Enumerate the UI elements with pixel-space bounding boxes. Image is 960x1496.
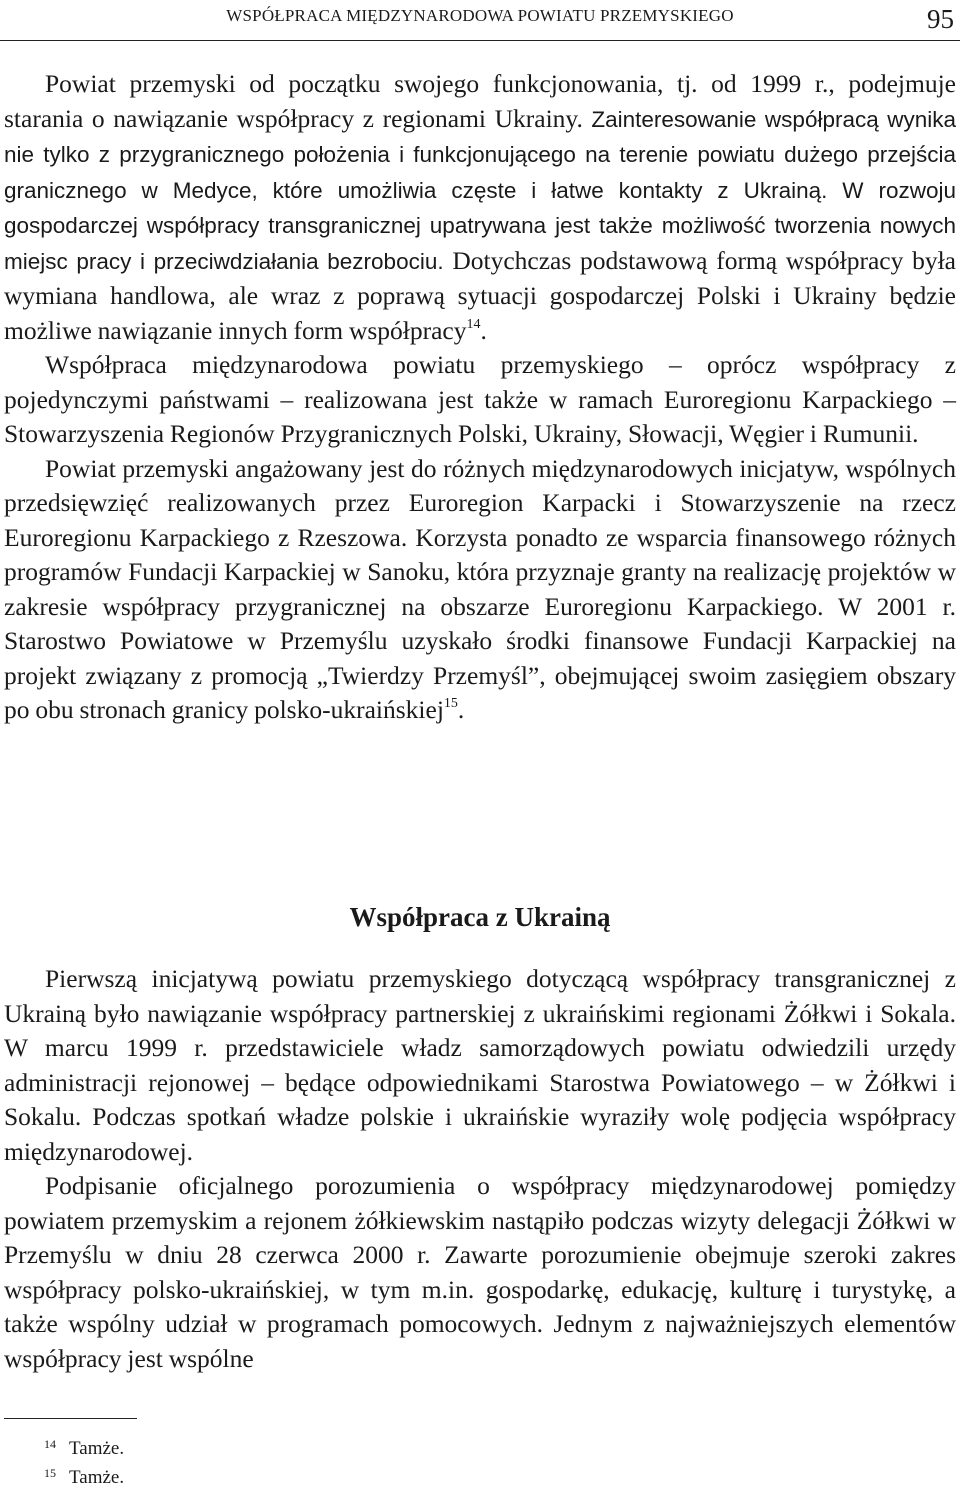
- section-text: [4, 962, 956, 1376]
- footnotes: [44, 1438, 124, 1496]
- section-paragraph-1: Pierwszą inicjatywą powiatu przemyskiego dotyczącą współpracy transgranicznej z Ukrainą było nawiązanie współpracy partnerskiej z ukraińskimi regionami Żółkwi i Sokala. W marcu 1999 r. przedstawiciele władz samorządowych powiatu odwiedzili urzędy administracji rejonowej – będące odpowiednikami Starostwa Powiatowego – w Żółkwi i Sokalu. Podczas spotkań władze polskie i ukraińskie wyraziły wolę podjęcia współpracy międzynarodowej.: [4, 964, 956, 1166]
- paragraph-3-text: Powiat przemyski angażowany jest do różnych międzynarodowych inicjatyw, wspólnych przedsięwzięć realizowanych przez Euroregion Karpacki i Stowarzyszenie na rzecz Euroregionu Karpackiego z Rzeszowa. Korzysta ponadto ze wsparcia finansowego różnych programów Fundacji Karpackiej w Sanoku, która przyznaje granty na realizację projektów w zakresie współpracy przygranicznej na obszarze Euroregionu Karpackiego. W 2001 r. Starostwo Powiatowe w Przemyślu uzyskało środki finansowe Fundacji Karpackiej na projekt związany z promocją „Twierdzy Przemyśl”, obejmującej swoim zasięgiem obszary po obu stronach granicy polsko-ukraińskiej: [4, 453, 956, 724]
- paragraph-1-serif-end: Dotychczas podstawową formą współpracy była wymiana handlowa, ale wraz z poprawą sytuacji gospodarczej Polski i Ukrainy będzie możliwe nawiązanie innych form współpracy: [4, 245, 956, 345]
- paragraph-3: [4, 452, 956, 728]
- header-rule: [0, 40, 960, 41]
- paragraph-3-end: .: [457, 695, 465, 724]
- footnote-number: 15: [44, 1466, 56, 1480]
- paragraph-1-sans-text: Zainteresowanie współpracą wynika nie tylko z przygranicznego położenia i funkcjonującego na terenie powiatu dużego przejścia granicznego w Medyce, które umożliwia częste i łatwe kontakty z Ukrainą. W rozwoju gospodarczej współpracy transgranicznej upatrywana jest także możliwość tworzenia nowych miejsc pracy i przeciwdziałania bezrobociu.: [4, 106, 956, 274]
- footnote-text: Tamże.: [69, 1438, 125, 1459]
- running-header-title: WSPÓŁPRACA MIĘDZYNARODOWA POWIATU PRZEMYSKIEGO: [226, 6, 734, 25]
- footnote-rule: [4, 1418, 137, 1419]
- section-heading: Współpraca z Ukrainą: [349, 902, 611, 932]
- footnote-text: Tamże.: [69, 1467, 125, 1488]
- footnote-number: 14: [44, 1437, 56, 1451]
- main-text: [4, 67, 956, 728]
- paragraph-1: [4, 67, 956, 348]
- paragraph-1-serif-start: Powiat przemyski od początku swojego funkcjonowania, tj. od 1999 r., podejmuje starania o nawiązanie współpracy z regionami Ukrainy.: [4, 69, 956, 133]
- section-paragraph-2: Podpisanie oficjalnego porozumienia o współpracy międzynarodowej pomiędzy powiatem przemyskim a rejonem żółkiewskim nastąpiło podczas wizyty delegacji Żółkwi w Przemyślu w dniu 28 czerwca 2000 r. Zawarte porozumienie obejmuje szeroki zakres współpracy polsko-ukraińskiej, w tym m.in. gospodarkę, edukację, kulturę i turystykę, a także wspólny udział w programach pomocowych. Jednym z najważniejszych elementów współpracy jest wspólne: [4, 1171, 956, 1373]
- footnote-ref-15[interactable]: 15: [443, 696, 458, 711]
- page-number: 95: [927, 4, 954, 34]
- footnote-ref-14[interactable]: 14: [466, 316, 481, 332]
- footnote-15: [44, 1467, 124, 1496]
- paragraph-2: Współpraca międzynarodowa powiatu przemyskiego – oprócz współpracy z pojedynczymi państwami – realizowana jest także w ramach Euroregionu Karpackiego – Stowarzyszenia Regionów Przygranicznych Polski, Ukrainy, Słowacji, Węgier i Rumunii.: [4, 350, 956, 448]
- footnote-14: [44, 1438, 124, 1467]
- paragraph-1-end: .: [480, 315, 487, 345]
- running-header: [0, 0, 960, 42]
